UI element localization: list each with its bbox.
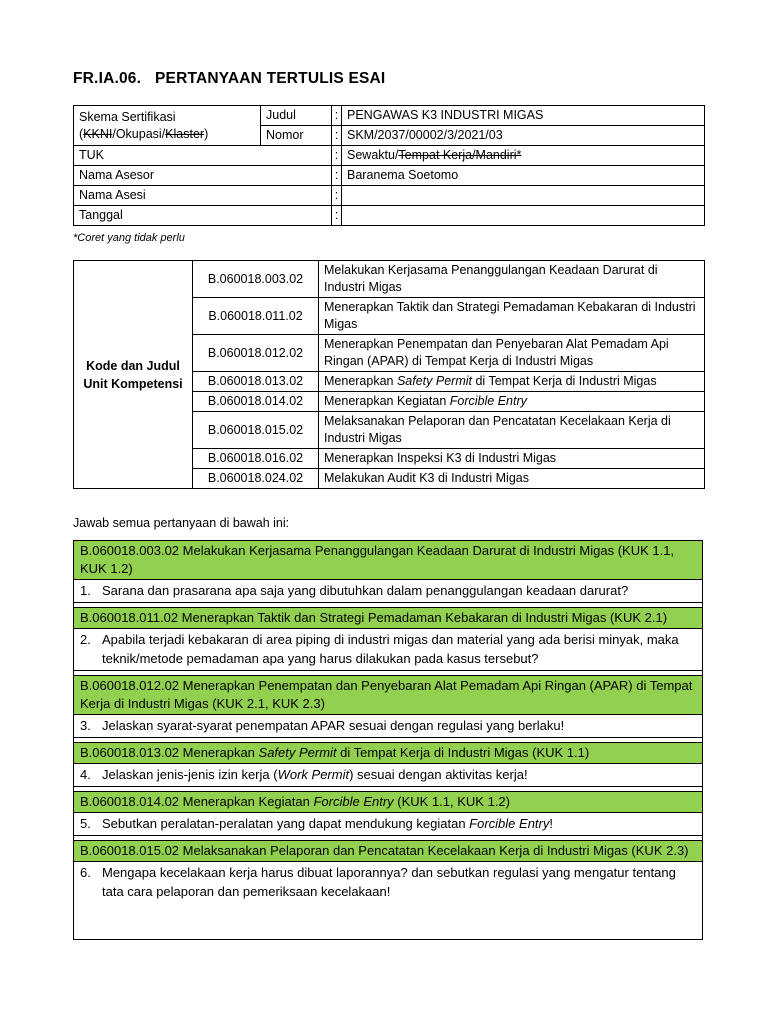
asesor-value: Baranema Soetomo: [342, 166, 705, 186]
colon: :: [332, 126, 342, 146]
tanggal-value: [342, 206, 705, 226]
unit-title: Melakukan Audit K3 di Industri Migas: [319, 469, 705, 489]
unit-code: B.060018.016.02: [193, 449, 319, 469]
unit-label: Kode dan Judul Unit Kompetensi: [74, 261, 193, 489]
question-text: Jelaskan jenis-jenis izin kerja (Work Permit) sesuai dengan aktivitas kerja!: [102, 767, 528, 782]
unit-code: B.060018.003.02: [193, 261, 319, 298]
tuk-label: TUK: [74, 146, 332, 166]
question-text: Jelaskan syarat-syarat penempatan APAR sesuai dengan regulasi yang berlaku!: [102, 718, 565, 733]
unit-title: Menerapkan Kegiatan Forcible Entry: [319, 392, 705, 412]
unit-title: Melakukan Kerjasama Penanggulangan Keadaan Darurat di Industri Migas: [319, 261, 705, 298]
section-header: B.060018.011.02 Menerapkan Taktik dan Strategi Pemadaman Kebakaran di Industri Migas (KUK 2.1): [74, 608, 702, 629]
unit-code: B.060018.011.02: [193, 298, 319, 335]
question-text: Sarana dan prasarana apa saja yang dibutuhkan dalam penanggulangan keadaan darurat?: [102, 583, 629, 598]
nomor-label: Nomor: [261, 126, 332, 146]
question-item: 4. Jelaskan jenis-jenis izin kerja (Work Permit) sesuai dengan aktivitas kerja!: [74, 764, 702, 787]
form-code: FR.IA.06.: [73, 70, 142, 87]
unit-code: B.060018.013.02: [193, 372, 319, 392]
nomor-value: SKM/2037/00002/3/2021/03: [342, 126, 705, 146]
question-item: 6. Mengapa kecelakaan kerja harus dibuat laporannya? dan sebutkan regulasi yang mengatur tentang tata cara pelaporan dan pemeriksaan kecelakaan!: [74, 862, 702, 903]
colon: :: [332, 206, 342, 226]
section-header: B.060018.014.02 Menerapkan Kegiatan Forcible Entry (KUK 1.1, KUK 1.2): [74, 792, 702, 813]
questions-box: [73, 540, 703, 940]
unit-code: B.060018.015.02: [193, 412, 319, 449]
colon: :: [332, 106, 342, 126]
question-item: 3. Jelaskan syarat-syarat penempatan APAR sesuai dengan regulasi yang berlaku!: [74, 715, 702, 738]
strike-note: *Coret yang tidak perlu: [73, 232, 185, 244]
instruction-text: Jawab semua pertanyaan di bawah ini:: [73, 516, 290, 530]
page-title: [73, 70, 385, 88]
section-header: B.060018.013.02 Menerapkan Safety Permit di Tempat Kerja di Industri Migas (KUK 1.1): [74, 743, 702, 764]
unit-code: B.060018.012.02: [193, 335, 319, 372]
asesi-value: [342, 186, 705, 206]
form-title: PERTANYAAN TERTULIS ESAI: [155, 70, 386, 87]
unit-title: Menerapkan Inspeksi K3 di Industri Migas: [319, 449, 705, 469]
asesi-label: Nama Asesi: [74, 186, 332, 206]
unit-code: B.060018.024.02: [193, 469, 319, 489]
question-item: 5. Sebutkan peralatan-peralatan yang dapat mendukung kegiatan Forcible Entry!: [74, 813, 702, 836]
colon: :: [332, 186, 342, 206]
section-header: B.060018.015.02 Melaksanakan Pelaporan dan Pencatatan Kecelakaan Kerja di Industri Migas (KUK 2.3): [74, 841, 702, 862]
colon: :: [332, 146, 342, 166]
unit-code: B.060018.014.02: [193, 392, 319, 412]
skema-label: Skema Sertifikasi (KKNI/Okupasi/Klaster): [74, 106, 261, 146]
question-item: 1. Sarana dan prasarana apa saja yang dibutuhkan dalam penanggulangan keadaan darurat?: [74, 580, 702, 603]
unit-competency-table: [73, 260, 705, 489]
question-text: Apabila terjadi kebakaran di area piping di industri migas dan material yang ada berisi minyak, maka teknik/metode pemadaman apa yang harus dilakukan pada kasus tersebut?: [102, 632, 679, 666]
unit-title: Menerapkan Safety Permit di Tempat Kerja di Industri Migas: [319, 372, 705, 392]
section-header: B.060018.003.02 Melakukan Kerjasama Penanggulangan Keadaan Darurat di Industri Migas (KUK 1.1, KUK 1.2): [74, 541, 702, 580]
question-item: 2. Apabila terjadi kebakaran di area piping di industri migas dan material yang ada berisi minyak, maka teknik/metode pemadaman apa yang harus dilakukan pada kasus tersebut?: [74, 629, 702, 671]
tanggal-label: Tanggal: [74, 206, 332, 226]
unit-title: Melaksanakan Pelaporan dan Pencatatan Kecelakaan Kerja di Industri Migas: [319, 412, 705, 449]
asesor-label: Nama Asesor: [74, 166, 332, 186]
unit-title: Menerapkan Taktik dan Strategi Pemadaman Kebakaran di Industri Migas: [319, 298, 705, 335]
section-header: B.060018.012.02 Menerapkan Penempatan dan Penyebaran Alat Pemadam Api Ringan (APAR) di Tempat Kerja di Industri Migas (KUK 2.1, KUK 2.3): [74, 676, 702, 715]
question-text: Mengapa kecelakaan kerja harus dibuat laporannya? dan sebutkan regulasi yang mengatur tentang tata cara pelaporan dan pemeriksaan kecelakaan!: [102, 865, 676, 899]
judul-label: Judul: [261, 106, 332, 126]
unit-title: Menerapkan Penempatan dan Penyebaran Alat Pemadam Api Ringan (APAR) di Tempat Kerja di Industri Migas: [319, 335, 705, 372]
scheme-info-table: [73, 105, 705, 226]
tuk-value: Sewaktu/Tempat Kerja/Mandiri*: [342, 146, 705, 166]
colon: :: [332, 166, 342, 186]
question-text: Sebutkan peralatan-peralatan yang dapat mendukung kegiatan Forcible Entry!: [102, 816, 553, 831]
judul-value: PENGAWAS K3 INDUSTRI MIGAS: [342, 106, 705, 126]
